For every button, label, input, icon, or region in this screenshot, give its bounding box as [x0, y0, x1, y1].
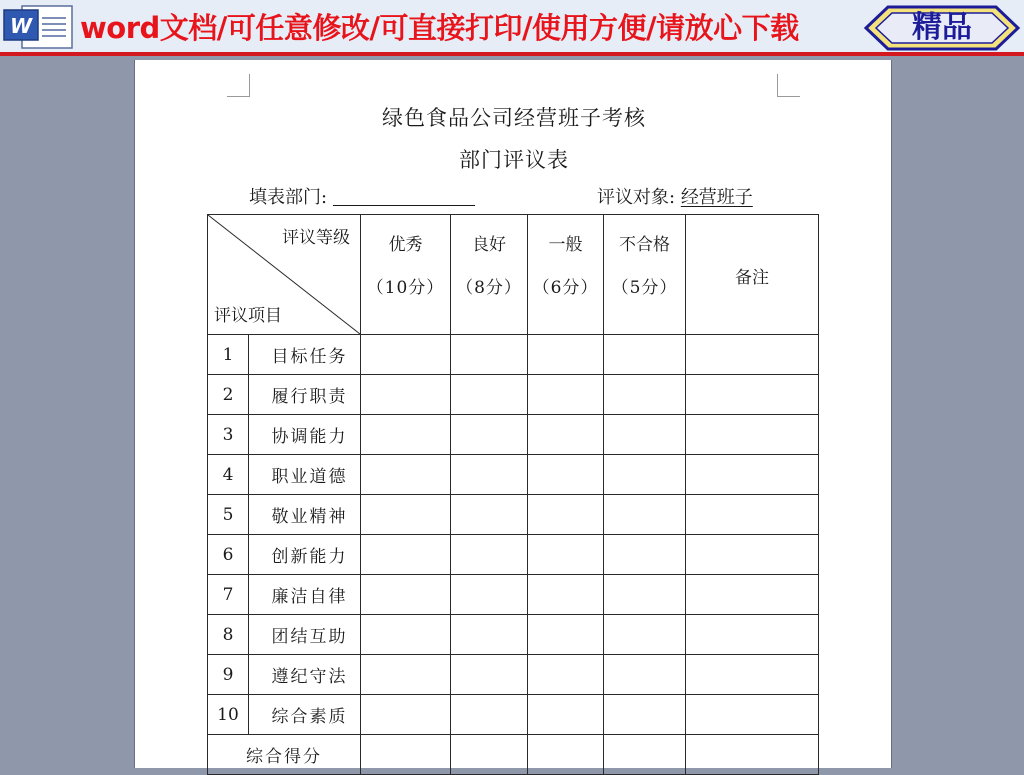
table-row: [208, 575, 819, 615]
score-cell[interactable]: [528, 495, 604, 535]
item-number: 7: [208, 575, 249, 615]
score-cell[interactable]: [451, 495, 528, 535]
item-number: 6: [208, 535, 249, 575]
document-subtitle: 部门评议表: [459, 148, 569, 172]
score-cell[interactable]: [361, 695, 451, 735]
note-cell[interactable]: [686, 615, 819, 655]
quality-badge: [862, 4, 1022, 52]
item-number: 2: [208, 375, 249, 415]
score-cell[interactable]: [528, 655, 604, 695]
score-cell[interactable]: [604, 375, 686, 415]
note-cell[interactable]: [686, 575, 819, 615]
note-cell[interactable]: [686, 335, 819, 375]
item-name: 廉洁自律: [249, 575, 361, 615]
item-name: 履行职责: [249, 375, 361, 415]
item-number: 10: [208, 695, 249, 735]
item-name: 目标任务: [249, 335, 361, 375]
evaluation-table: [207, 214, 819, 775]
score-cell[interactable]: [361, 375, 451, 415]
score-cell[interactable]: [451, 455, 528, 495]
item-number: 8: [208, 615, 249, 655]
score-cell[interactable]: [451, 575, 528, 615]
note-cell[interactable]: [686, 375, 819, 415]
score-cell[interactable]: [528, 535, 604, 575]
total-score-label: 综合得分: [208, 735, 361, 775]
note-header: 备注: [686, 215, 819, 335]
badge-label: 精品: [912, 10, 972, 45]
item-name: 团结互助: [249, 615, 361, 655]
score-cell[interactable]: [604, 415, 686, 455]
score-cell[interactable]: [528, 575, 604, 615]
grade-axis-label: 评议等级: [282, 228, 350, 248]
item-name: 协调能力: [249, 415, 361, 455]
score-cell[interactable]: [361, 735, 451, 775]
score-cell[interactable]: [604, 535, 686, 575]
score-cell[interactable]: [451, 415, 528, 455]
note-cell[interactable]: [686, 495, 819, 535]
svg-text:W: W: [9, 14, 33, 38]
score-cell[interactable]: [604, 695, 686, 735]
score-cell[interactable]: [361, 495, 451, 535]
score-cell[interactable]: [361, 335, 451, 375]
note-cell[interactable]: [686, 695, 819, 735]
evaluation-subject-value: 经营班子: [680, 187, 753, 208]
score-cell[interactable]: [528, 335, 604, 375]
score-cell[interactable]: [361, 655, 451, 695]
score-cell[interactable]: [451, 735, 528, 775]
item-name: 遵纪守法: [249, 655, 361, 695]
item-name: 综合素质: [249, 695, 361, 735]
score-cell[interactable]: [604, 655, 686, 695]
item-number: 5: [208, 495, 249, 535]
table-header-row: [208, 215, 819, 335]
evaluation-subject-line: [597, 183, 753, 209]
grade-header-fail: 不合格 （5分）: [604, 215, 686, 335]
grade-header-excellent: 优秀 （10分）: [361, 215, 451, 335]
table-row: [208, 535, 819, 575]
page-corner-mark: [227, 74, 250, 97]
document-page: [134, 60, 892, 768]
score-cell[interactable]: [528, 695, 604, 735]
item-number: 9: [208, 655, 249, 695]
score-cell[interactable]: [604, 575, 686, 615]
score-cell[interactable]: [451, 535, 528, 575]
word-document-icon: [2, 4, 80, 52]
score-cell[interactable]: [604, 735, 686, 775]
table-row: [208, 415, 819, 455]
score-cell[interactable]: [361, 535, 451, 575]
table-row: [208, 455, 819, 495]
document-title: 绿色食品公司经营班子考核: [382, 106, 646, 130]
item-name: 敬业精神: [249, 495, 361, 535]
score-cell[interactable]: [451, 655, 528, 695]
note-cell[interactable]: [686, 735, 819, 775]
item-name: 职业道德: [249, 455, 361, 495]
fill-department-label: 填表部门:: [249, 187, 328, 208]
score-cell[interactable]: [361, 455, 451, 495]
item-number: 1: [208, 335, 249, 375]
promo-banner: [0, 0, 1024, 56]
score-cell[interactable]: [451, 375, 528, 415]
score-cell[interactable]: [451, 695, 528, 735]
score-cell[interactable]: [528, 455, 604, 495]
item-axis-label: 评议项目: [214, 306, 282, 326]
total-score-row: [208, 735, 819, 775]
score-cell[interactable]: [604, 495, 686, 535]
table-row: [208, 375, 819, 415]
score-cell[interactable]: [451, 615, 528, 655]
score-cell[interactable]: [528, 415, 604, 455]
table-row: [208, 695, 819, 735]
diagonal-header-cell: [208, 215, 361, 335]
fill-department-blank[interactable]: [333, 187, 475, 206]
score-cell[interactable]: [361, 615, 451, 655]
score-cell[interactable]: [528, 615, 604, 655]
table-row: [208, 335, 819, 375]
note-cell[interactable]: [686, 455, 819, 495]
score-cell[interactable]: [361, 575, 451, 615]
score-cell[interactable]: [451, 335, 528, 375]
banner-headline: word文档/可任意修改/可直接打印/使用方便/请放心下载: [80, 11, 799, 45]
table-row: [208, 495, 819, 535]
grade-header-good: 良好 （8分）: [451, 215, 528, 335]
note-cell[interactable]: [686, 415, 819, 455]
score-cell[interactable]: [604, 455, 686, 495]
evaluation-subject-label: 评议对象:: [597, 187, 676, 208]
page-corner-mark: [777, 74, 800, 97]
score-cell[interactable]: [604, 615, 686, 655]
score-cell[interactable]: [528, 375, 604, 415]
table-row: [208, 615, 819, 655]
item-name: 创新能力: [249, 535, 361, 575]
note-cell[interactable]: [686, 535, 819, 575]
score-cell[interactable]: [528, 735, 604, 775]
grade-header-average: 一般 （6分）: [528, 215, 604, 335]
table-row: [208, 655, 819, 695]
score-cell[interactable]: [604, 335, 686, 375]
fill-department-line: [249, 183, 475, 209]
note-cell[interactable]: [686, 655, 819, 695]
score-cell[interactable]: [361, 415, 451, 455]
item-number: 3: [208, 415, 249, 455]
item-number: 4: [208, 455, 249, 495]
